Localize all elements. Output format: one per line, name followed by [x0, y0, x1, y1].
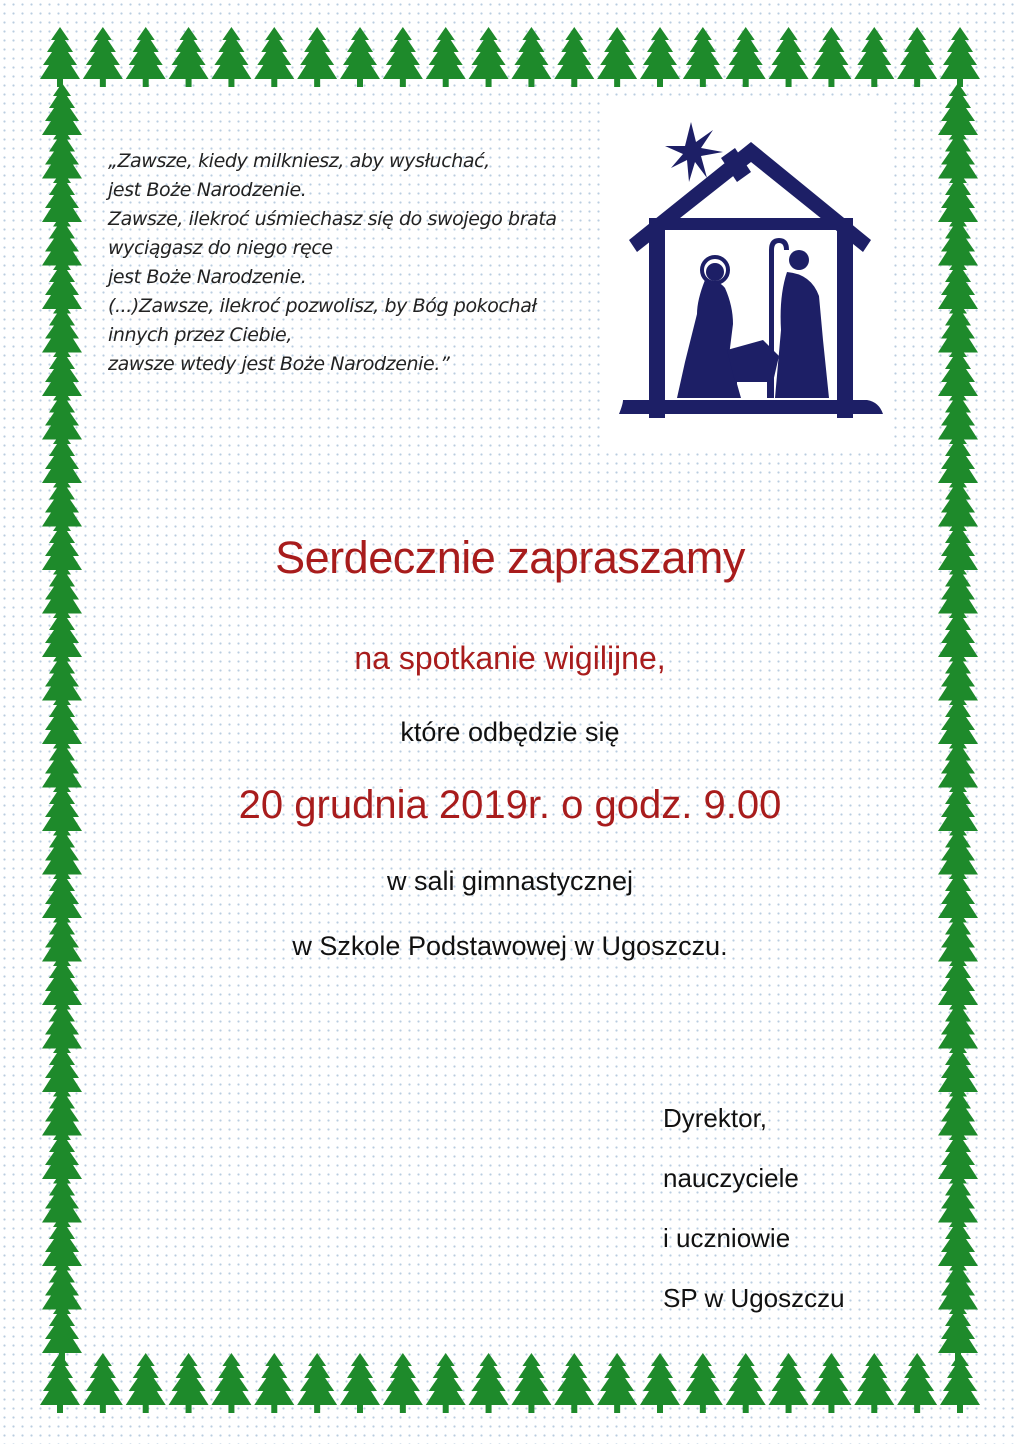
christmas-tree-icon	[726, 27, 766, 87]
christmas-tree-icon	[211, 1353, 251, 1413]
christmas-tree-icon	[340, 1353, 380, 1413]
christmas-tree-icon	[811, 1353, 851, 1413]
christmas-tree-icon	[854, 27, 894, 87]
christmas-tree-icon	[40, 27, 80, 87]
christmas-tree-icon	[297, 27, 337, 87]
christmas-tree-icon	[640, 27, 680, 87]
christmas-tree-icon	[254, 1353, 294, 1413]
christmas-tree-icon	[83, 1353, 123, 1413]
christmas-tree-icon	[83, 27, 123, 87]
nativity-illustration	[601, 100, 888, 452]
christmas-tree-icon	[169, 1353, 209, 1413]
christmas-tree-icon	[938, 1301, 978, 1361]
christmas-tree-icon	[726, 1353, 766, 1413]
christmas-tree-icon	[340, 27, 380, 87]
christmas-tree-icon	[640, 1353, 680, 1413]
signature-line: i uczniowie	[663, 1223, 791, 1253]
event-name: na spotkanie wigilijne,	[354, 640, 666, 676]
christmas-tree-icon	[854, 1353, 894, 1413]
christmas-tree-icon	[940, 1353, 980, 1413]
event-date: 20 grudnia 2019r. o godz. 9.00	[238, 783, 782, 827]
event-place-line2: w Szkole Podstawowej w Ugoszczu.	[292, 931, 728, 961]
christmas-tree-icon	[297, 1353, 337, 1413]
christmas-tree-icon	[126, 1353, 166, 1413]
christmas-quote	[108, 147, 588, 379]
christmas-tree-icon	[811, 27, 851, 87]
christmas-tree-icon	[426, 27, 466, 87]
quote-line: zawsze wtedy jest Boże Narodzenie.”	[108, 353, 450, 375]
christmas-tree-icon	[511, 1353, 551, 1413]
event-place-line1: w sali gimnastycznej	[386, 866, 634, 896]
christmas-tree-icon	[426, 1353, 466, 1413]
christmas-tree-icon	[769, 1353, 809, 1413]
christmas-tree-icon	[469, 1353, 509, 1413]
christmas-tree-icon	[897, 1353, 937, 1413]
christmas-tree-icon	[169, 27, 209, 87]
christmas-tree-icon	[554, 1353, 594, 1413]
christmas-tree-icon	[383, 1353, 423, 1413]
signature-line: SP w Ugoszczu	[663, 1283, 845, 1313]
quote-line: (...)Zawsze, ilekroć pozwolisz, by Bóg pokochał	[108, 295, 537, 317]
christmas-tree-icon	[211, 27, 251, 87]
christmas-tree-icon	[597, 1353, 637, 1413]
quote-line: „Zawsze, kiedy milkniesz, aby wysłuchać,	[108, 150, 490, 172]
quote-line: innych przez Ciebie,	[108, 324, 292, 346]
christmas-tree-icon	[769, 27, 809, 87]
christmas-tree-icon	[469, 27, 509, 87]
quote-line: wyciągasz do niego ręce	[108, 237, 333, 259]
christmas-tree-icon	[126, 27, 166, 87]
event-intro: które odbędzie się	[400, 717, 620, 747]
christmas-tree-icon	[897, 27, 937, 87]
signature-line: Dyrektor,	[663, 1103, 768, 1133]
christmas-tree-icon	[683, 27, 723, 87]
signature-line: nauczyciele	[663, 1163, 799, 1193]
nativity-scene-icon	[601, 100, 888, 452]
christmas-tree-icon	[40, 1353, 80, 1413]
quote-line: Zawsze, ilekroć uśmiechasz się do swojego brata	[108, 208, 557, 230]
christmas-tree-icon	[42, 1301, 82, 1361]
christmas-tree-icon	[597, 27, 637, 87]
quote-line: jest Boże Narodzenie.	[108, 266, 307, 288]
christmas-tree-icon	[383, 27, 423, 87]
christmas-tree-icon	[554, 27, 594, 87]
christmas-tree-icon	[940, 27, 980, 87]
invitation-heading: Serdecznie zapraszamy	[275, 532, 745, 583]
christmas-tree-icon	[254, 27, 294, 87]
quote-line: jest Boże Narodzenie.	[108, 179, 307, 201]
christmas-tree-icon	[511, 27, 551, 87]
christmas-tree-icon	[683, 1353, 723, 1413]
